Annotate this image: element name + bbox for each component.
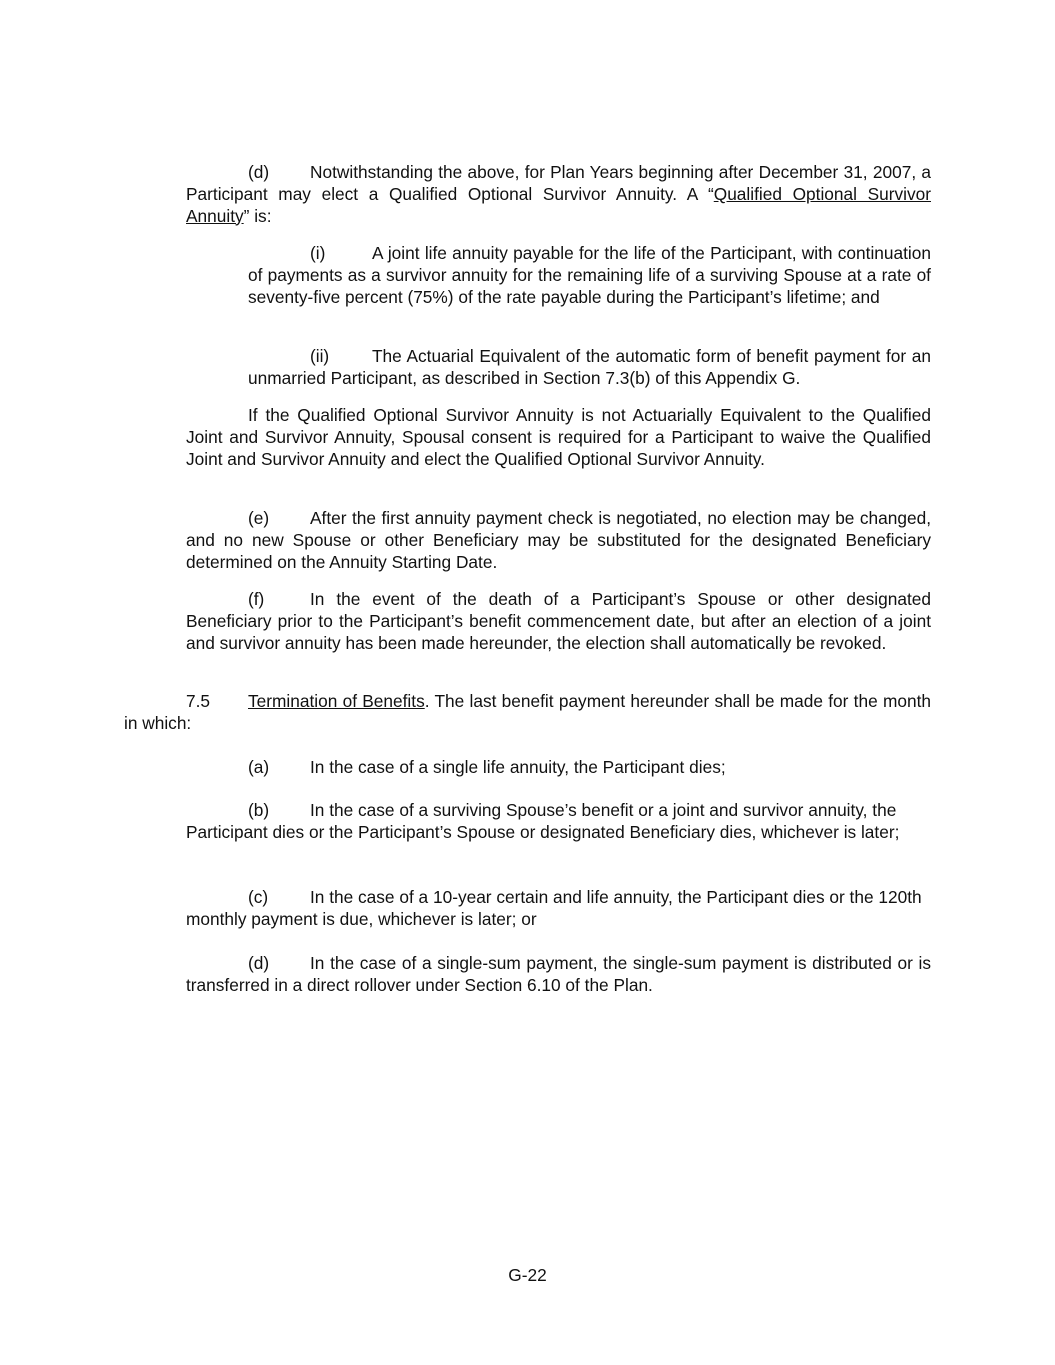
paragraph-label: (c) bbox=[248, 887, 269, 907]
paragraph-label: (e) bbox=[248, 508, 270, 528]
paragraph-7-5-d bbox=[186, 953, 931, 997]
page-number: G-22 bbox=[508, 1265, 547, 1285]
paragraph-text: If the Qualified Optional Survivor Annuity is not Actuarially Equivalent to the Qualified Joint and Survivor Annuity, Spousal consent is required for a Participant to waive the Qualified Joint and Survivor Annuity and elect the Qualified Optional Survivor Annuity. bbox=[186, 405, 931, 469]
section-heading: Termination of Benefits bbox=[248, 691, 425, 711]
section-number: 7.5 bbox=[186, 691, 211, 711]
paragraph-d bbox=[186, 162, 931, 227]
paragraph-text-end: ” is: bbox=[243, 205, 272, 226]
paragraph-label: (i) bbox=[310, 243, 326, 263]
paragraph-text: In the case of a 10-year certain and life annuity, the Participant dies or the 120th monthly payment is due, whichever is later; or bbox=[186, 887, 922, 929]
section-7-5 bbox=[124, 691, 931, 735]
paragraph-text: The Actuarial Equivalent of the automatic form of benefit payment for an unmarried Participant, as described in Section 7.3(b) of this Appendix G. bbox=[248, 346, 931, 388]
paragraph-d-ii bbox=[248, 346, 931, 390]
paragraph-label: (d) bbox=[248, 953, 270, 973]
paragraph-text: In the case of a single-sum payment, the single-sum payment is distributed or is transferred in a direct rollover under Section 6.10 of the Plan. bbox=[186, 953, 931, 995]
paragraph-text: In the case of a surviving Spouse’s benefit or a joint and survivor annuity, the Participant dies or the Participant’s Spouse or designated Beneficiary dies, whichever is later; bbox=[186, 800, 900, 842]
paragraph-f bbox=[186, 589, 931, 654]
paragraph-label: (f) bbox=[248, 589, 265, 609]
section-text: . The last benefit payment hereunder shall be made for the month in which: bbox=[124, 691, 931, 733]
paragraph-label: (b) bbox=[248, 800, 270, 820]
paragraph-label: (d) bbox=[248, 162, 270, 182]
paragraph-label: (a) bbox=[248, 757, 270, 777]
paragraph-text: In the event of the death of a Participant’s Spouse or other designated Beneficiary prior to the Participant’s benefit commencement date, but after an election of a joint and survivor annuity has been made hereunder, the election shall automatically be revoked. bbox=[186, 589, 931, 653]
defined-term: Qualified Optional Survivor Annuity bbox=[186, 183, 931, 226]
paragraph-label: (ii) bbox=[310, 346, 330, 366]
paragraph-text: In the case of a single life annuity, the Participant dies; bbox=[310, 757, 726, 777]
paragraph-7-5-a bbox=[186, 757, 931, 779]
paragraph-text: After the first annuity payment check is negotiated, no election may be changed, and no new Spouse or other Beneficiary may be substituted for the designated Beneficiary determined on the Annuity Starting Date. bbox=[186, 508, 931, 572]
paragraph-d-note bbox=[186, 405, 931, 470]
paragraph-7-5-b bbox=[186, 800, 931, 844]
paragraph-text: A joint life annuity payable for the life of the Participant, with continuation of payments as a survivor annuity for the remaining life of a surviving Spouse at a rate of seventy-five percent (75%) of the rate payable during the Participant’s lifetime; and bbox=[248, 243, 931, 307]
paragraph-d-i bbox=[248, 243, 931, 308]
paragraph-e bbox=[186, 508, 931, 573]
paragraph-7-5-c bbox=[186, 887, 931, 931]
paragraph-text: Notwithstanding the above, for Plan Years beginning after December 31, 2007, a Participant may elect a Qualified Optional Survivor Annuity. A “ bbox=[186, 162, 931, 204]
